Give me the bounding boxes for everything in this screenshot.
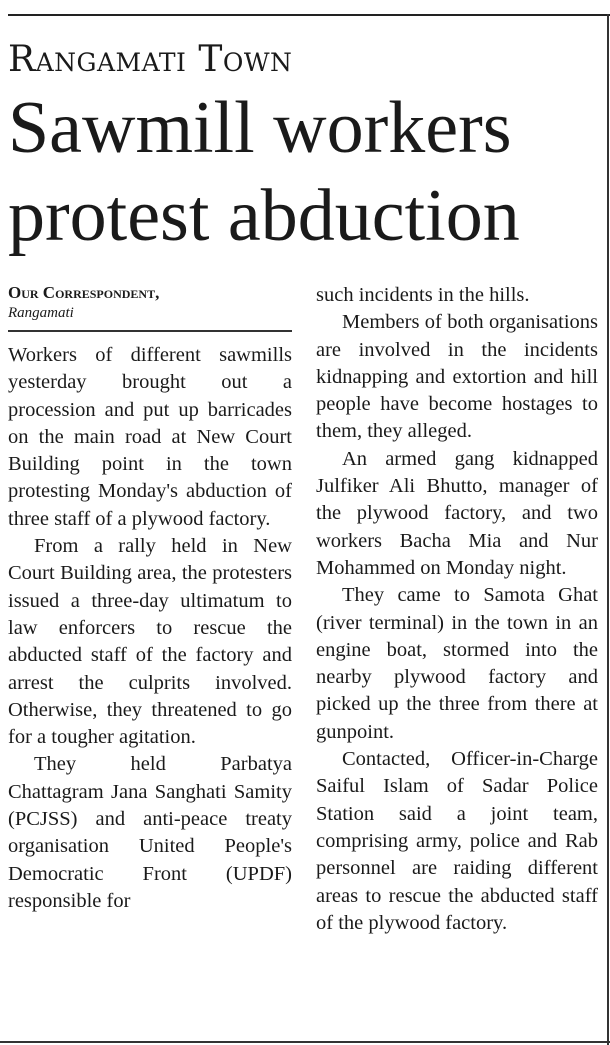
paragraph: From a rally held in New Court Building area, the protesters issued a three-day ultimatum to law enforcers to rescue the abducted staff of the factory and arrest the culprits involved. Otherwise, they threatened to go for a tougher agitation. — [8, 535, 292, 749]
byline-rule — [8, 330, 292, 332]
body-text-left — [8, 342, 292, 915]
headline-line-2: protest abduction — [8, 175, 520, 257]
paragraph: Members of both organisations are involved in the incidents kidnapping and extortion and hill people have become hostages to them, they alleged. — [316, 311, 598, 443]
article-headline — [8, 84, 608, 260]
byline-place: Rangamati — [8, 305, 74, 321]
paragraph: They held Parbatya Chattagram Jana Sanghati Samity (PCJSS) and anti-peace treaty organisation United People's Democratic Front (UPDF) responsible for — [8, 753, 292, 912]
body-text-right — [316, 282, 598, 937]
headline-line-1: Sawmill workers — [8, 87, 512, 169]
article-kicker: Rangamati Town — [8, 39, 293, 80]
paragraph: They came to Samota Ghat (river terminal) in the town in an engine boat, stormed into the nearby plywood factory and picked up the three from there at gunpoint. — [316, 584, 598, 743]
top-rule — [8, 14, 610, 16]
byline-author: Our Correspondent, — [8, 283, 160, 302]
paragraph: Contacted, Officer-in-Charge Saiful Islam of Sadar Police Station said a joint team, comprising army, police and Rab personnel are raiding different areas to rescue the abducted staff of the plywood factory. — [316, 748, 598, 934]
paragraph: such incidents in the hills. — [316, 284, 530, 306]
bottom-rule — [0, 1041, 610, 1043]
paragraph: Workers of different sawmills yesterday brought out a procession and put up barricades on the main road at New Court Building point in the town protesting Monday's abduction of three staff of a plywood factory. — [8, 344, 292, 530]
paragraph: An armed gang kidnapped Julfiker Ali Bhutto, manager of the plywood factory, and two workers Bacha Mia and Nur Mohammed on Monday night. — [316, 447, 598, 579]
article-column-left — [8, 282, 292, 915]
article-column-right — [316, 282, 598, 937]
